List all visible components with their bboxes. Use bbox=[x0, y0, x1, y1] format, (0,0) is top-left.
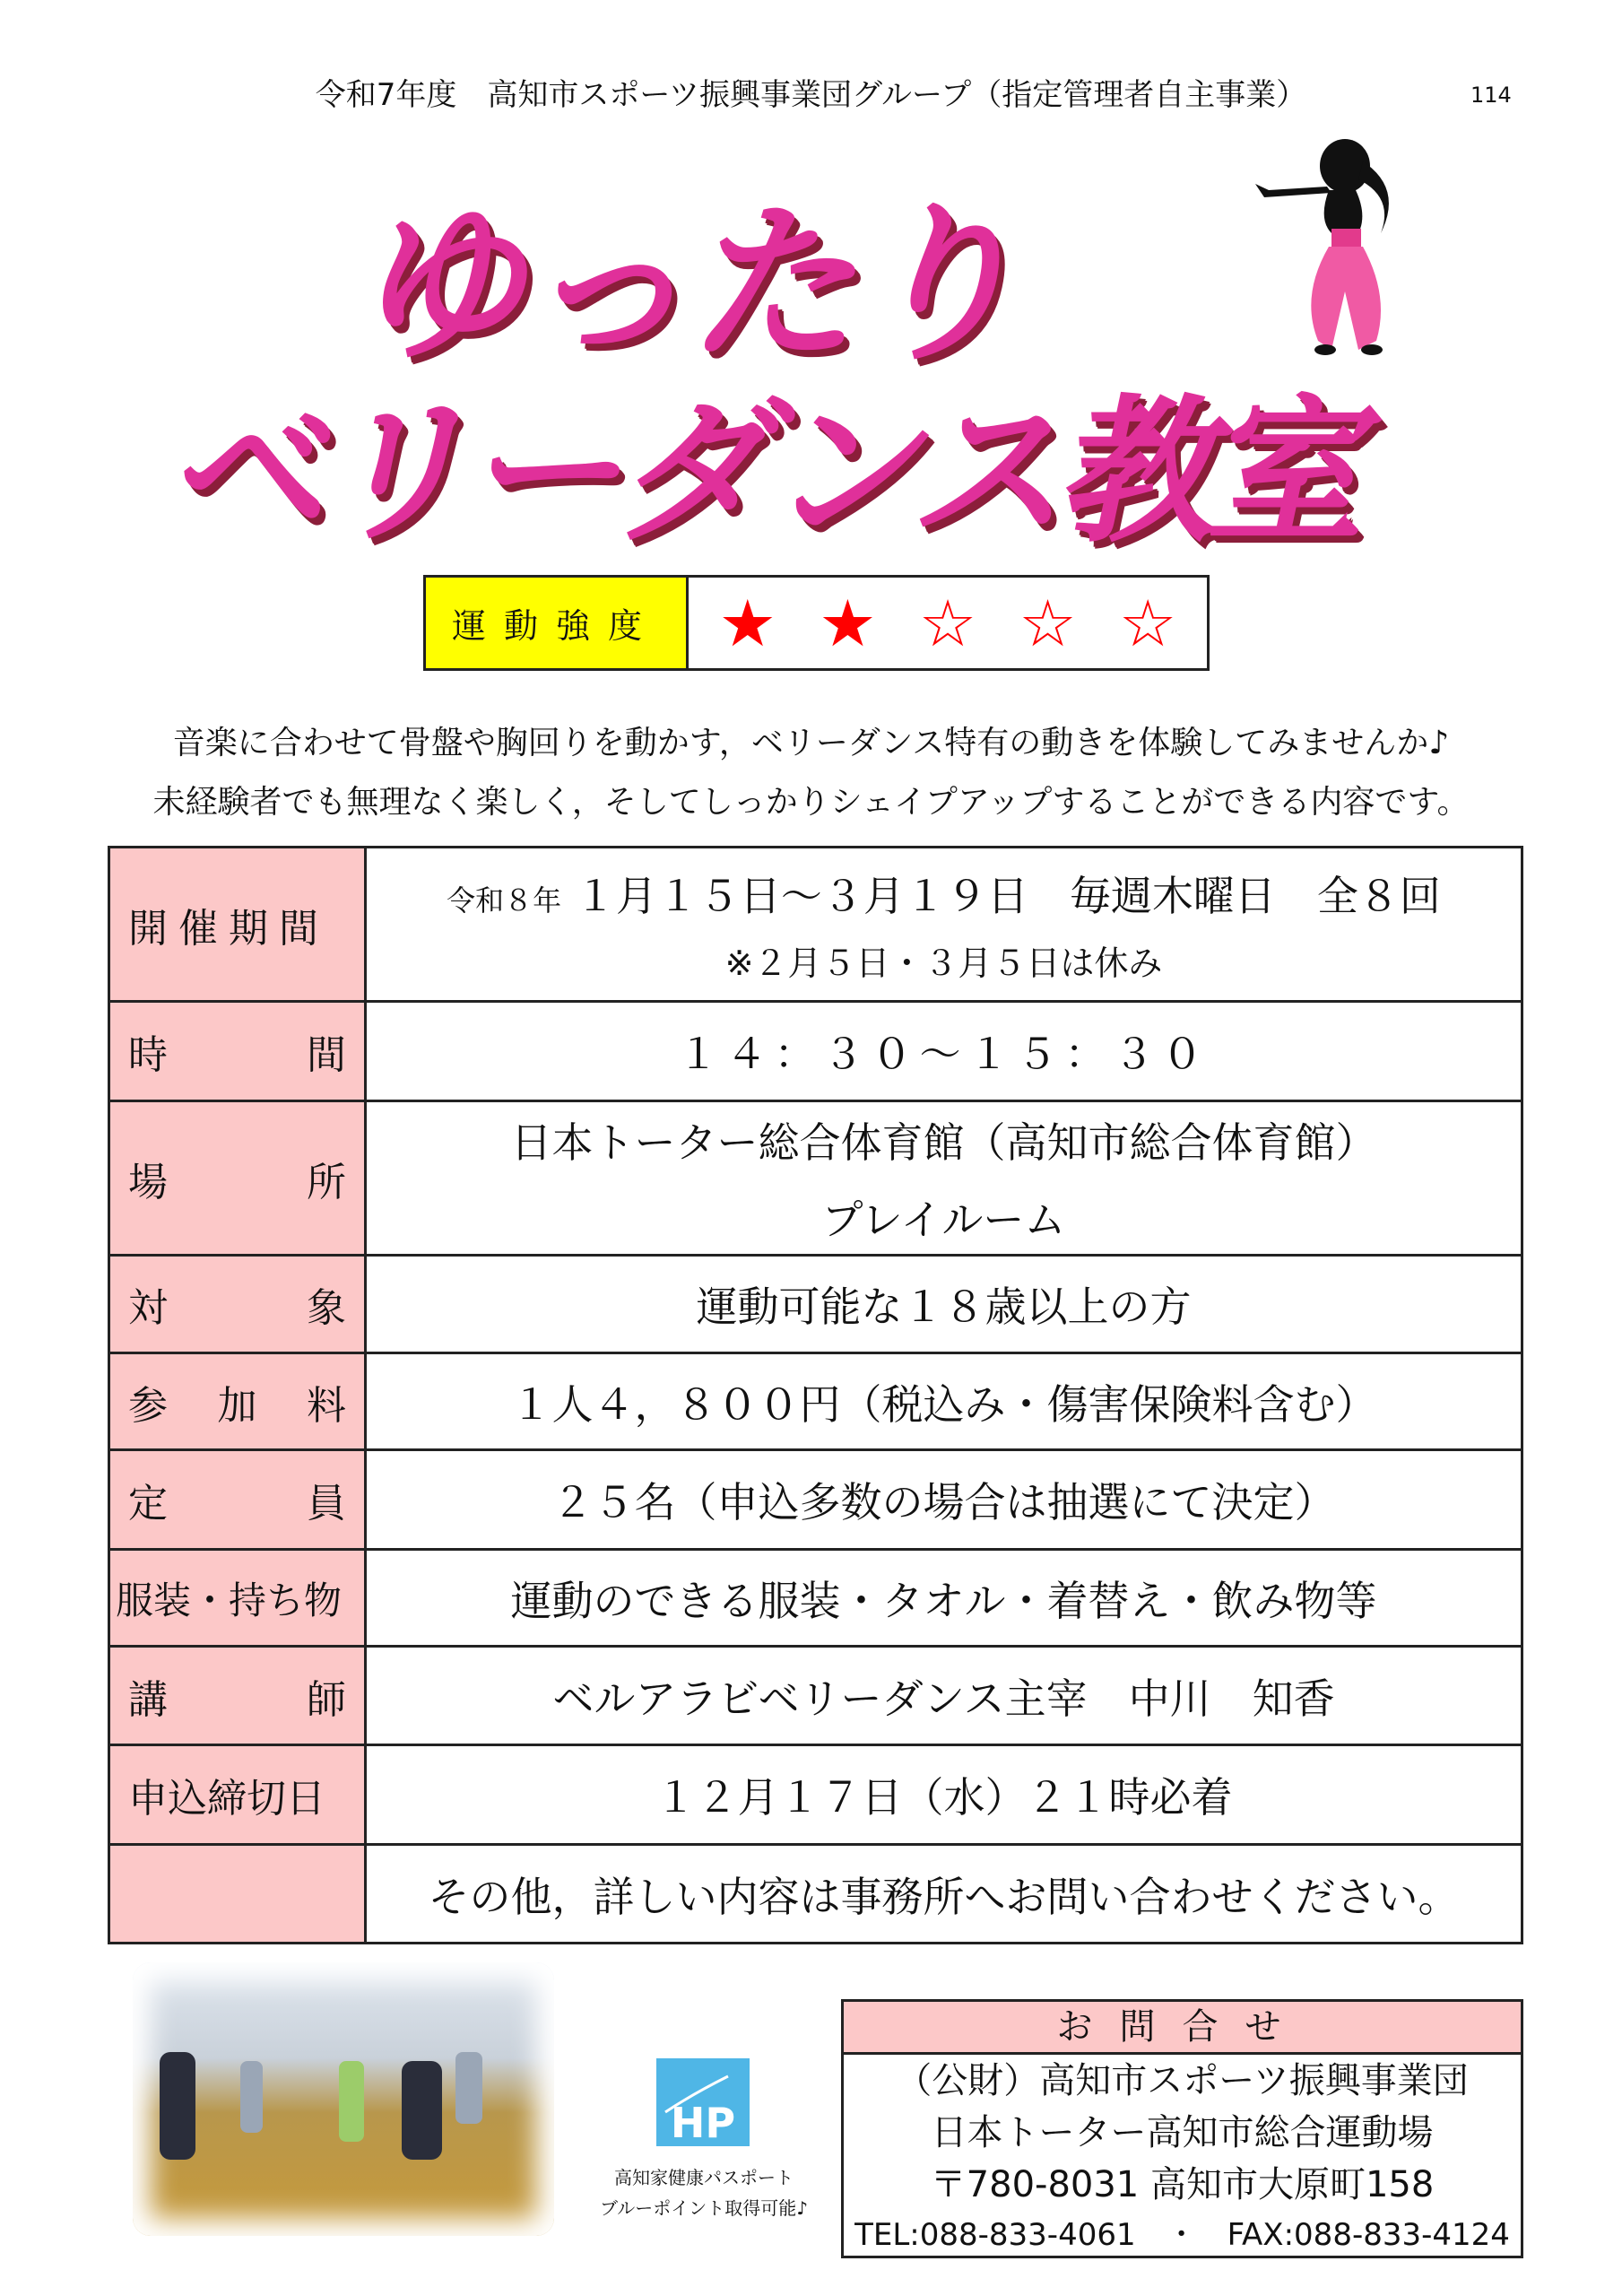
deadline-value: １２月１７日（水）２１時必着 bbox=[366, 1745, 1522, 1845]
table-row-deadline bbox=[109, 1745, 1522, 1845]
svg-text:HP: HP bbox=[670, 2099, 736, 2146]
description-line: 未経験者でも無理なく楽しく，そしてしっかりシェイプアップすることができる内容です。 bbox=[152, 784, 1470, 821]
title-line1: ゆったり bbox=[346, 186, 1054, 384]
filled-star-icon: ★ bbox=[718, 585, 777, 661]
table-row-items bbox=[109, 1550, 1522, 1647]
capacity-label: 定員 bbox=[128, 1481, 346, 1526]
items-label: 服装・持ち物 bbox=[116, 1578, 343, 1622]
passport-text: 高知家健康パスポート bbox=[614, 2167, 794, 2188]
description-line: 音楽に合わせて骨盤や胸回りを動かす，ベリーダンス特有の動きを体験してみませんか♪ bbox=[172, 725, 1450, 761]
time-value: １４：３０～１５：３０ bbox=[366, 1002, 1522, 1101]
dancers-photo-illustration bbox=[133, 1962, 554, 2236]
star-rating bbox=[689, 578, 1207, 668]
health-passport-logo bbox=[656, 2058, 750, 2146]
items-value: 運動のできる服装・タオル・着替え・飲み物等 bbox=[366, 1550, 1522, 1647]
other-value: その他，詳しい内容は事務所へお問い合わせください。 bbox=[366, 1845, 1522, 1944]
contact-address: 〒780-8031 高知市大原町158 bbox=[930, 2164, 1435, 2205]
class-photo bbox=[133, 1962, 554, 2236]
target-label: 対象 bbox=[128, 1285, 346, 1331]
table-row-period bbox=[109, 848, 1522, 1002]
contact-facility: 日本トーター高知市総合運動場 bbox=[931, 2112, 1434, 2153]
exercise-intensity-rating bbox=[423, 575, 1210, 671]
contact-org: （公財）高知市スポーツ振興事業団 bbox=[896, 2060, 1469, 2101]
intensity-label: 運動強度 bbox=[426, 578, 689, 668]
period-label: 開催期間 bbox=[128, 905, 329, 952]
target-value: 運動可能な１８歳以上の方 bbox=[366, 1256, 1522, 1353]
era-label: 令和８年 bbox=[447, 883, 562, 918]
table-row-instructor bbox=[109, 1647, 1522, 1745]
contact-box bbox=[841, 1999, 1523, 2258]
instructor-value: ベルアラビベリーダンス主宰 中川 知香 bbox=[366, 1647, 1522, 1745]
place-label: 場所 bbox=[128, 1159, 346, 1205]
contact-title: お問合せ bbox=[844, 2002, 1521, 2055]
empty-star-icon: ☆ bbox=[1019, 585, 1077, 661]
title-line2: ベリーダンス教室 bbox=[159, 380, 1386, 564]
table-row-other bbox=[109, 1845, 1522, 1944]
contact-fax: FAX:088-833-4124 bbox=[1227, 2217, 1510, 2253]
event-details-table bbox=[108, 846, 1523, 1944]
separator: ・ bbox=[1166, 2217, 1197, 2253]
capacity-value: ２５名（申込多数の場合は抽選にて決定） bbox=[366, 1450, 1522, 1550]
filled-star-icon: ★ bbox=[819, 585, 877, 661]
table-row-capacity bbox=[109, 1450, 1522, 1550]
table-row-fee bbox=[109, 1353, 1522, 1450]
empty-star-icon: ☆ bbox=[1118, 585, 1177, 661]
table-row-time bbox=[109, 1002, 1522, 1101]
page-number: 114 bbox=[1470, 83, 1512, 108]
table-row-place bbox=[109, 1101, 1522, 1256]
header-text: 令和7年度 高知市スポーツ振興事業団グループ（指定管理者自主事業） bbox=[315, 77, 1307, 113]
table-row-target bbox=[109, 1256, 1522, 1353]
instructor-label: 講師 bbox=[128, 1676, 346, 1723]
deadline-label: 申込締切日 bbox=[128, 1776, 325, 1822]
empty-star-icon: ☆ bbox=[918, 585, 977, 661]
period-dates: １月１５日～３月１９日 毎週木曜日 全８回 bbox=[574, 872, 1441, 920]
fee-value: １人４，８００円（税込み・傷害保険料含む） bbox=[366, 1353, 1522, 1450]
time-label: 時間 bbox=[128, 1032, 346, 1078]
period-note: ※２月５日・３月５日は休み bbox=[724, 944, 1163, 983]
place-room: プレイルーム bbox=[821, 1195, 1066, 1244]
fee-label: 参加料 bbox=[128, 1382, 346, 1429]
contact-tel: TEL:088-833-4061 bbox=[854, 2217, 1136, 2253]
belly-dancer-illustration bbox=[1246, 135, 1444, 377]
passport-text: ブルーポイント取得可能♪ bbox=[600, 2197, 808, 2219]
place-value: 日本トーター総合体育館（高知市総合体育館） bbox=[510, 1118, 1377, 1167]
